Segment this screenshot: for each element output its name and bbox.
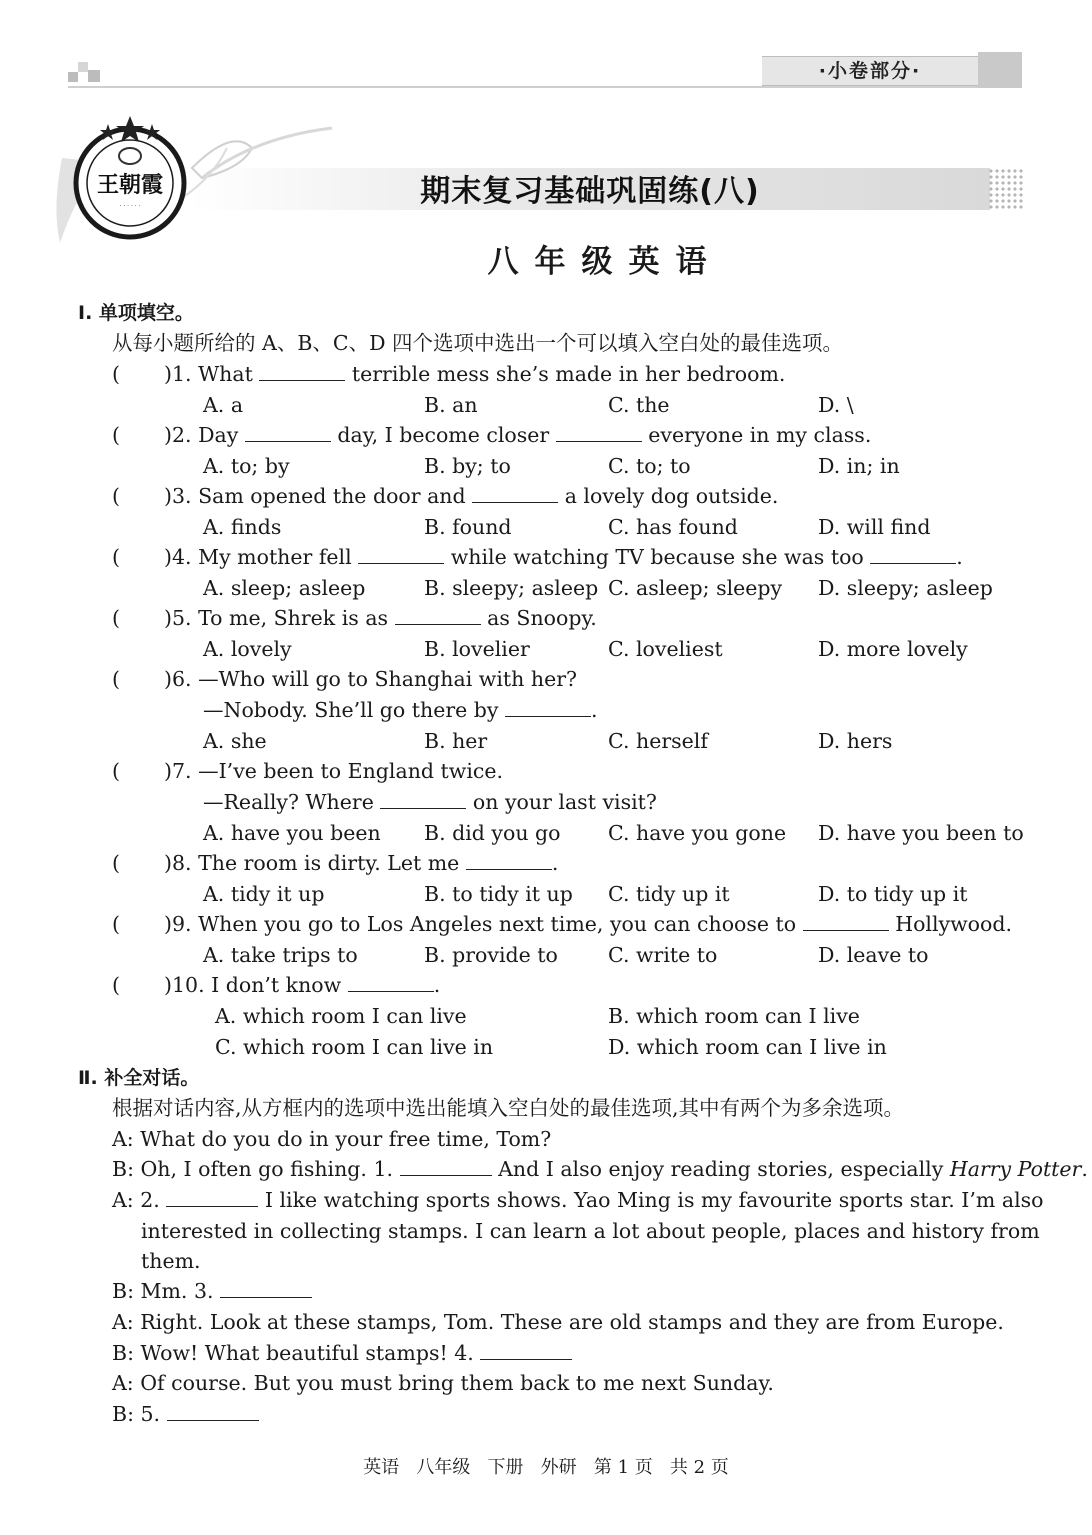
question-row [112,851,558,875]
option: A. take trips to [203,943,358,967]
question-row [112,484,778,508]
question-row [112,545,963,569]
book-title: Harry Potter [949,1157,1082,1181]
option: C. herself [608,729,708,753]
question-row [112,759,503,783]
answer-paren: ( [112,484,120,508]
dialogue-line [112,1402,259,1426]
answer-paren: ( [112,759,120,783]
question-row [203,790,657,814]
blank[interactable] [358,547,444,564]
option: D. to tidy up it [818,882,968,906]
section2-instruction: 根据对话内容,从方框内的选项中选出能填入空白处的最佳选项,其中有两个为多余选项。 [112,1096,905,1120]
option: C. has found [608,515,738,539]
option: C. to; to [608,454,691,478]
header-rule [68,86,1020,88]
dialogue-line: interested in collecting stamps. I can learn a lot about people, places and history from [141,1219,1040,1243]
question-text: )3. Sam opened the door and [164,484,466,508]
option: B. lovelier [424,637,530,661]
blank[interactable] [245,425,331,442]
blank[interactable] [395,608,481,625]
answer-paren: ( [112,545,120,569]
question-text: Hollywood. [895,912,1012,936]
option: A. tidy it up [203,882,325,906]
option: B. to tidy it up [424,882,573,906]
option: B. an [424,393,478,417]
answer-paren: ( [112,912,120,936]
section1-instruction: 从每小题所给的 A、B、C、D 四个选项中选出一个可以填入空白处的最佳选项。 [112,331,844,355]
answer-paren: ( [112,667,120,691]
blank[interactable] [505,700,591,717]
option: D. \ [818,393,854,417]
page-footer: 英语 八年级 下册 外研 第 1 页 共 2 页 [363,1457,729,1478]
blank[interactable] [803,914,889,931]
option: D. in; in [818,454,900,478]
blank[interactable] [480,1343,572,1360]
question-row [203,698,598,722]
option: A. to; by [203,454,290,478]
option: B. which room can I live [608,1004,860,1028]
option: A. finds [203,515,282,539]
dialogue-line: A: What do you do in your free time, Tom? [112,1127,552,1151]
option: A. a [203,393,244,417]
dialogue-line [112,1279,312,1303]
dialogue-text: B: Wow! What beautiful stamps! 4. [112,1341,474,1365]
dialogue-text: I like watching sports shows. Yao Ming is my favourite sports star. I’m also [264,1188,1044,1212]
answer-paren: ( [112,973,120,997]
question-row [112,362,785,386]
blank[interactable] [466,853,552,870]
question-row [112,606,597,630]
option: A. have you been [203,821,381,845]
question-text: everyone in my class. [648,423,872,447]
question-row [112,973,440,997]
option: B. provide to [424,943,558,967]
answer-paren: ( [112,362,120,386]
question-text: )6. —Who will go to Shanghai with her? [164,667,577,691]
question-row [112,912,1012,936]
blank[interactable] [167,1404,259,1421]
answer-paren: ( [112,606,120,630]
option: C. write to [608,943,718,967]
section-tag: ·小卷部分· [762,56,978,86]
option: D. leave to [818,943,929,967]
option: A. sleep; asleep [203,576,366,600]
section1-title: Ⅰ. 单项填空。 [78,302,194,324]
question-text: —Nobody. She’ll go there by [203,698,499,722]
corner-square [88,70,100,82]
page-title: 期末复习基础巩固练(八) [420,174,760,209]
dialogue-line: them. [141,1249,201,1273]
dialogue-text: B: 5. [112,1402,161,1426]
corner-square [68,72,78,82]
blank[interactable] [166,1190,258,1207]
dialogue-line: A: Of course. But you must bring them back to me next Sunday. [112,1371,774,1395]
option: A. she [203,729,267,753]
option: B. sleepy; asleep [424,576,599,600]
question-text: a lovely dog outside. [564,484,779,508]
dialogue-text: B: Oh, I often go fishing. 1. [112,1157,394,1181]
blank[interactable] [870,547,956,564]
option: A. which room I can live [215,1004,467,1028]
blank[interactable] [348,975,434,992]
option: B. found [424,515,512,539]
question-text: on your last visit? [472,790,657,814]
dialogue-text: B: Mm. 3. [112,1279,214,1303]
blank[interactable] [259,364,345,381]
option: B. by; to [424,454,511,478]
option: D. sleepy; asleep [818,576,993,600]
option: D. hers [818,729,893,753]
page-subtitle: 八年级英语 [487,244,723,280]
question-text: )10. I don’t know [164,973,342,997]
question-text: as Snoopy. [487,606,597,630]
tag-accent [978,52,1022,88]
question-text: . [551,851,559,875]
option: A. lovely [203,637,292,661]
option: B. her [424,729,488,753]
question-row [112,667,577,691]
dialogue-line [112,1188,1044,1212]
question-text: )7. —I’ve been to England twice. [164,759,504,783]
question-row [112,423,871,447]
question-text: . [433,973,441,997]
question-text: )8. The room is dirty. Let me [164,851,460,875]
option: C. the [608,393,670,417]
banner-dots [988,168,1024,210]
dialogue-text: A: 2. [112,1188,160,1212]
answer-paren: ( [112,423,120,447]
publisher-logo [52,108,352,248]
option: D. will find [818,515,931,539]
question-text: while watching TV because she was too [450,545,864,569]
option: D. have you been to [818,821,1024,845]
option: C. asleep; sleepy [608,576,783,600]
blank[interactable] [556,425,642,442]
section2-title: Ⅱ. 补全对话。 [78,1067,200,1089]
question-text: . [591,698,598,722]
option: D. which room can I live in [608,1035,887,1059]
question-text: . [956,545,963,569]
option: C. tidy up it [608,882,730,906]
dialogue-line [112,1341,572,1365]
question-text: day, I become closer [337,423,550,447]
question-text: )2. Day [164,423,239,447]
option: B. did you go [424,821,561,845]
dialogue-line: A: Right. Look at these stamps, Tom. These are old stamps and they are from Europe. [112,1310,1004,1334]
blank[interactable] [472,486,558,503]
question-text: )1. What [164,362,253,386]
option: C. loveliest [608,637,723,661]
option: D. more lovely [818,637,968,661]
question-text: )9. When you go to Los Angeles next time, you can choose to [164,912,797,936]
option: C. have you gone [608,821,787,845]
answer-paren: ( [112,851,120,875]
dialogue-text: . [1081,1157,1088,1181]
question-text: terrible mess she’s made in her bedroom. [351,362,786,386]
question-text: )4. My mother fell [164,545,352,569]
question-text: —Really? Where [203,790,374,814]
blank[interactable] [380,792,466,809]
dialogue-line [112,1157,1088,1181]
blank[interactable] [220,1281,312,1298]
option: C. which room I can live in [215,1035,494,1059]
logo-text: 王朝霞 [96,172,164,198]
dialogue-text: And I also enjoy reading stories, especially [498,1157,944,1181]
corner-square [78,62,88,72]
svg-text:· · · · · ·: · · · · · · [119,203,141,210]
blank[interactable] [400,1159,492,1176]
question-text: )5. To me, Shrek is as [164,606,389,630]
